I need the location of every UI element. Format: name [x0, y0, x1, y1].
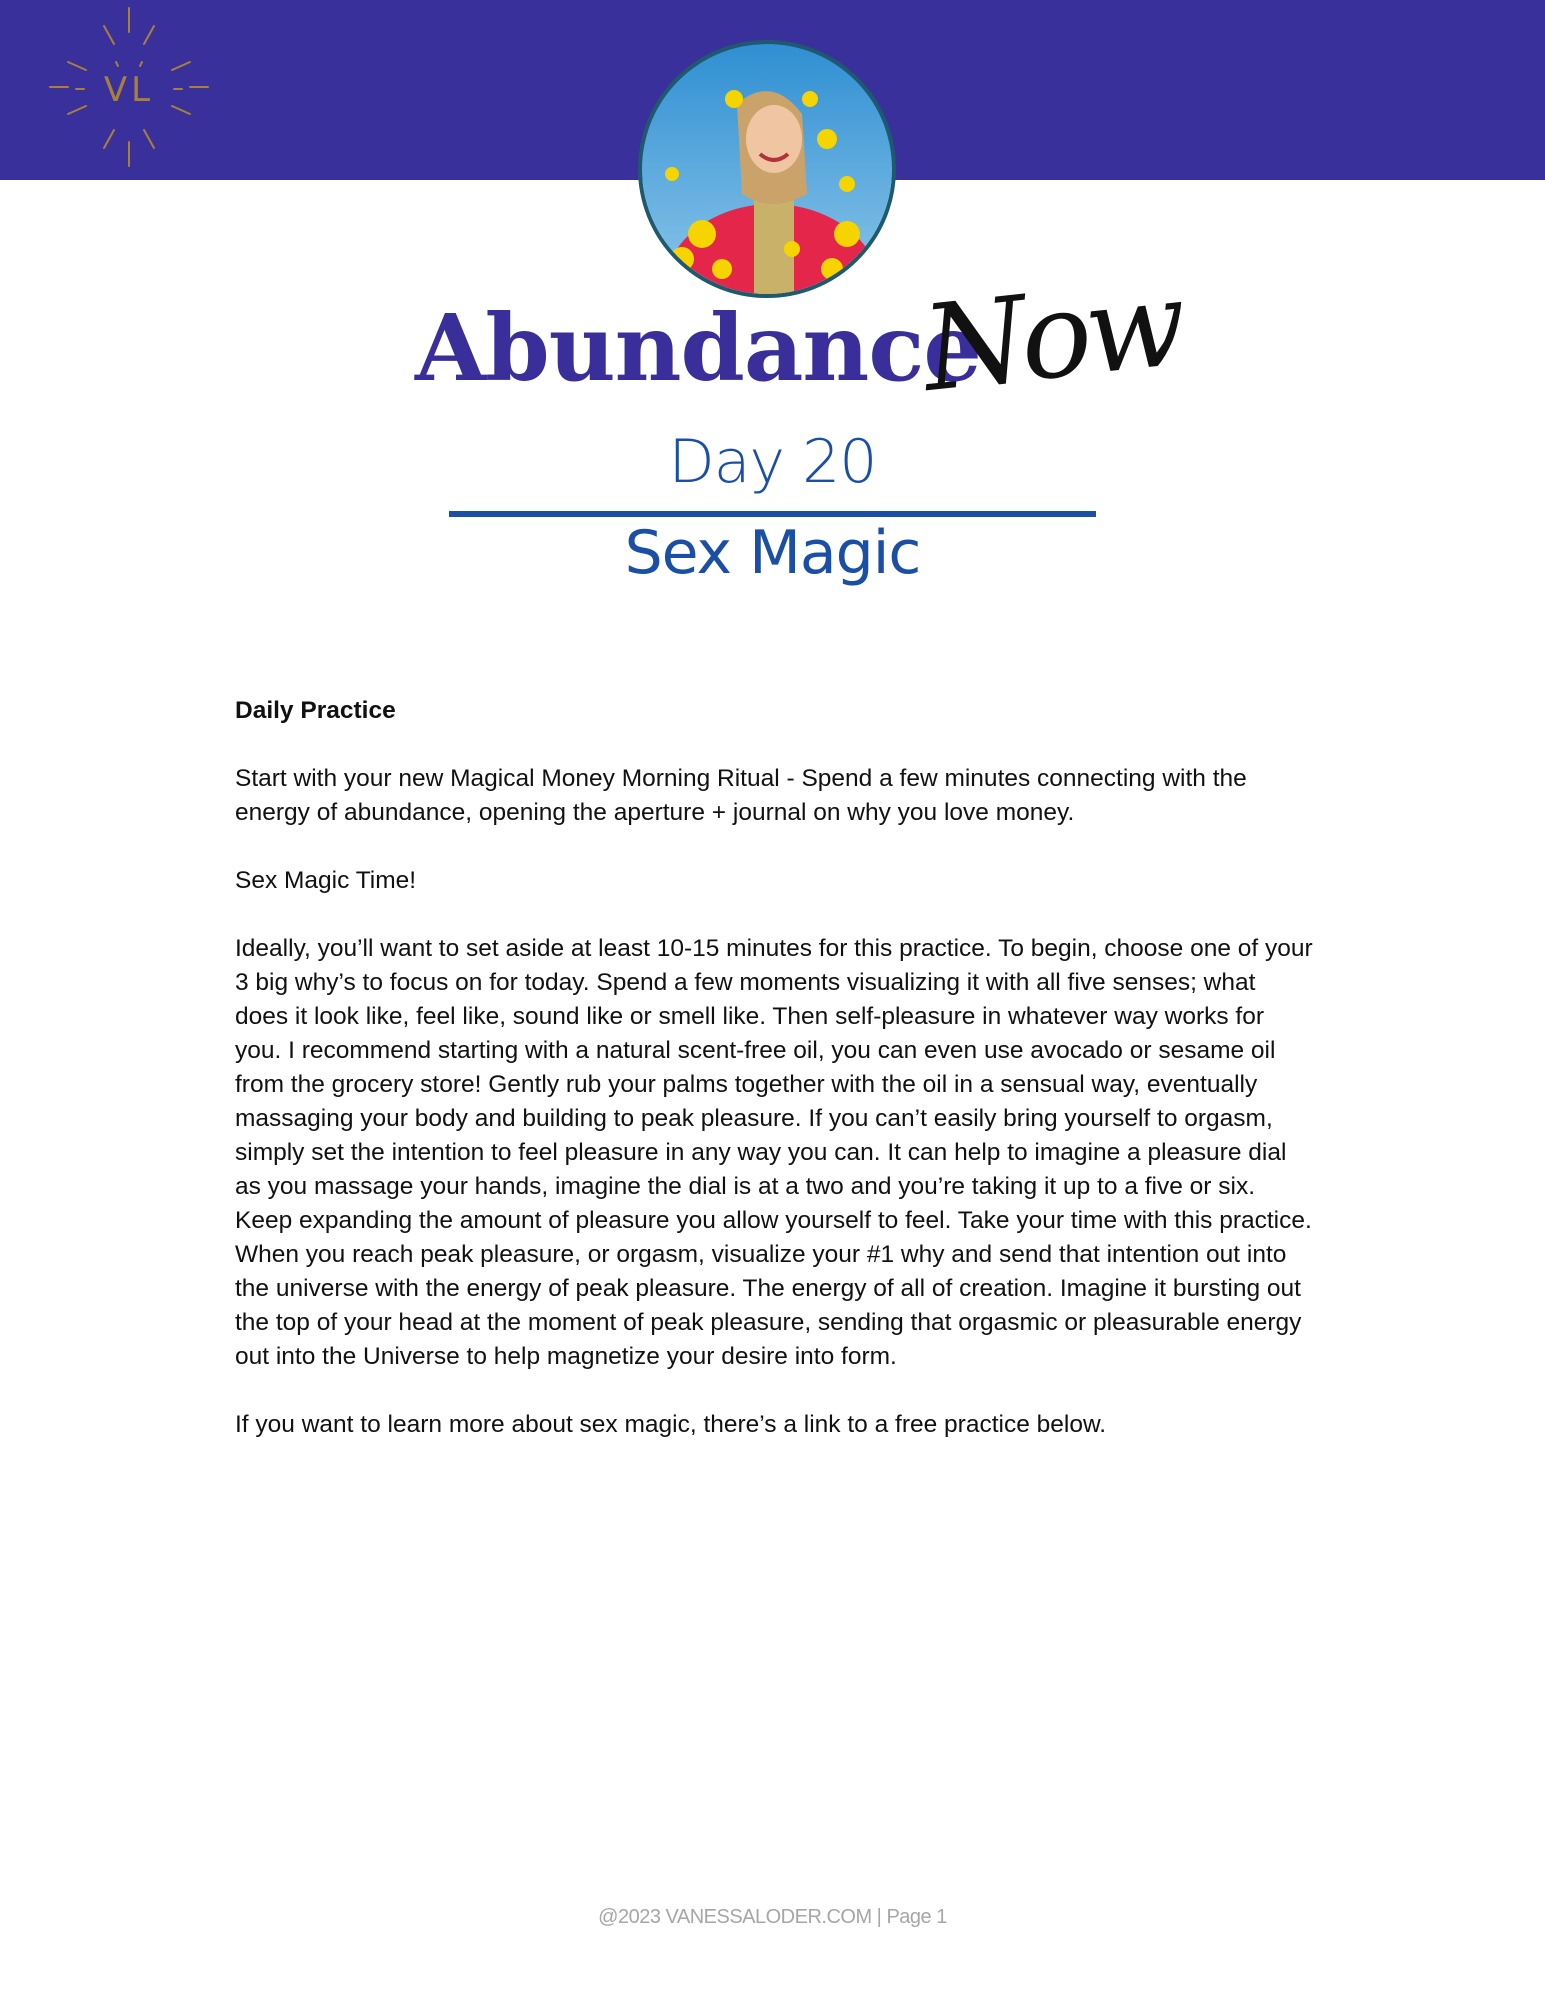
vl-logo-icon — [46, 4, 212, 170]
document-title — [0, 253, 1545, 440]
body-content — [235, 694, 1315, 1476]
title-divider — [449, 511, 1096, 517]
paragraph: If you want to learn more about sex magic, there’s a link to a free practice below. — [235, 1411, 1107, 1438]
day-subtitle: Sex Magic — [624, 518, 921, 588]
day-label: Day 20 — [668, 427, 877, 497]
title-main: Abundance — [415, 294, 981, 402]
logo-monogram: VL — [103, 70, 155, 110]
portrait-photo — [638, 40, 896, 298]
paragraph: Start with your new Magical Money Morning Ritual - Spend a few minutes connecting with the energy of abundance, opening the aperture + journal on why you love money. — [235, 765, 1247, 826]
section-heading: Daily Practice — [235, 697, 396, 724]
page-footer: @2023 VANESSALODER.COM | Page 1 — [598, 1906, 947, 1928]
portrait-photo-icon — [642, 44, 892, 294]
title-script: Now — [916, 253, 1187, 418]
paragraph: Sex Magic Time! — [235, 867, 417, 894]
paragraph: Ideally, you’ll want to set aside at least 10-15 minutes for this practice. To begin, choose one of your 3 big why’s to focus on for today. Spend a few moments visualizing it with all five senses; what does it look like, feel like, sound like or smell like. Then self-pleasure in whatever way works for you. I recommend starting with a natural scent-free oil, you can even use avocado or sesame oil from the grocery store! Gently rub your palms together with the oil in a sensual way, eventually massaging your body and building to peak pleasure. If you can’t easily bring yourself to orgasm, simply set the intention to feel pleasure in any way you can. It can help to imagine a pleasure dial as you massage your hands, imagine the dial is at a two and you’re taking it up to a five or six. Keep expanding the amount of pleasure you allow yourself to feel. Take your time with this practice. When you reach peak pleasure, or orgasm, visualize your #1 why and send that intention out into the universe with the energy of peak pleasure. The energy of all of creation. Imagine it bursting out the top of your head at the moment of peak pleasure, sending that orgasmic or pleasurable energy out into the Universe to help magnetize your desire into form. — [235, 935, 1313, 1370]
